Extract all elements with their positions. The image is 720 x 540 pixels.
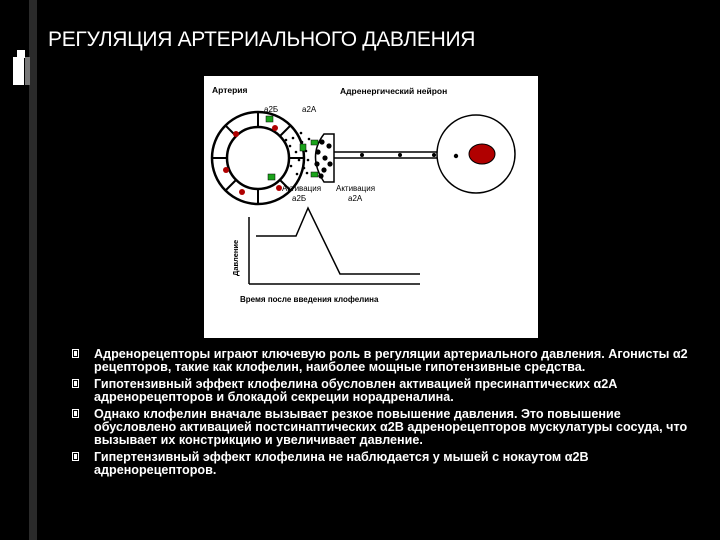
bullet-text: Адренорецепторы играют ключевую роль в регуляции артериального давления. Агонисты α2 рецепторов, такие как клофелин, наиболее мощные гипотензивные средства. bbox=[94, 347, 688, 374]
bullet-marker-icon bbox=[72, 349, 80, 359]
bullet-list bbox=[72, 348, 692, 481]
a2b-receptor-bottom bbox=[268, 174, 275, 180]
bullet-marker-icon bbox=[72, 409, 80, 419]
activation-a2b-label-line2: а2Б bbox=[292, 194, 307, 203]
graph-x-axis-label: Время после введения клофелина bbox=[240, 295, 379, 304]
axon-vesicles bbox=[360, 153, 436, 157]
left-accent-bar bbox=[29, 0, 37, 540]
bullet-marker-icon bbox=[72, 452, 80, 462]
bullet-item bbox=[72, 451, 692, 476]
bullet-marker-icon bbox=[72, 379, 80, 389]
activation-a2b-label-line1: Активация bbox=[282, 184, 322, 193]
a2a-receptor-bottom bbox=[311, 172, 318, 177]
bullet-text: Однако клофелин вначале вызывает резкое повышение давления. Это повышение обусловлено активацией постсинаптических α2B адренорецепторов мускулатуры сосуда, что вызывает их констрикцию и увеличивает давление. bbox=[94, 407, 688, 447]
pressure-curve bbox=[256, 208, 420, 274]
bullet-item bbox=[72, 408, 692, 446]
graph-y-axis-label: Давление bbox=[231, 239, 240, 276]
receptor-a2b-label: а2Б bbox=[264, 105, 279, 114]
bullet-text: Гипертензивный эффект клофелина не наблюдается у мышей с нокаутом α2B адренорецепторов. bbox=[94, 450, 589, 477]
activation-a2a-label-line1: Активация bbox=[336, 184, 376, 193]
decorative-block-shadow bbox=[25, 57, 30, 85]
diagram-figure bbox=[204, 76, 538, 338]
a2b-receptor-right bbox=[300, 144, 306, 151]
slide-title: РЕГУЛЯЦИЯ АРТЕРИАЛЬНОГО ДАВЛЕНИЯ bbox=[48, 28, 476, 51]
decorative-block bbox=[13, 57, 24, 85]
bullet-text: Гипотензивный эффект клофелина обусловлен активацией пресинаптических α2A адренорецепторов и блокадой секреции норадреналина. bbox=[94, 377, 617, 404]
neuron-nucleus bbox=[469, 144, 495, 164]
a2b-receptor-top bbox=[266, 116, 273, 122]
artery-label: Артерия bbox=[212, 85, 248, 95]
bullet-item bbox=[72, 348, 692, 373]
activation-a2a-label-line2: а2А bbox=[348, 194, 363, 203]
neuron-vesicle bbox=[454, 154, 458, 158]
a2a-receptor-top bbox=[311, 140, 318, 145]
receptor-a2a-label: а2А bbox=[302, 105, 317, 114]
neuron-label: Адренергический нейрон bbox=[340, 86, 448, 96]
bullet-item bbox=[72, 378, 692, 403]
diagram-svg bbox=[204, 76, 538, 338]
